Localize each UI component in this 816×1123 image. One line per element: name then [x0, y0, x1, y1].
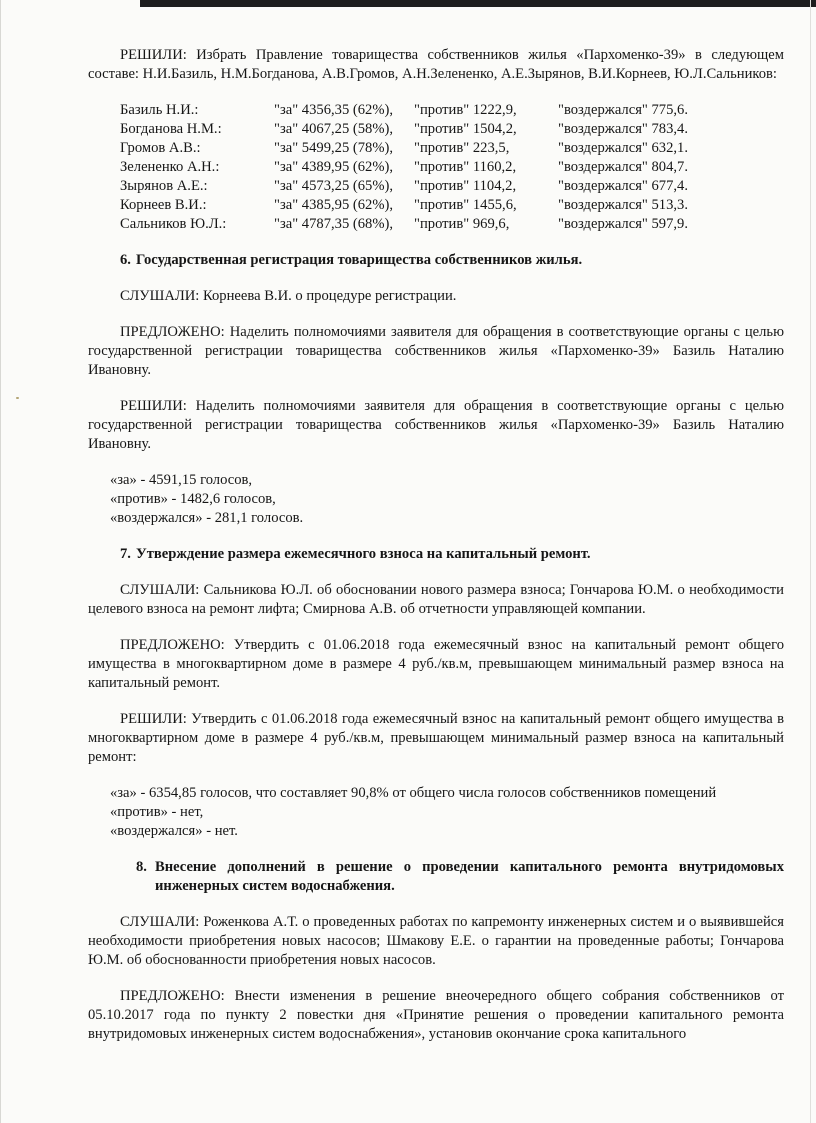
section-number: 7.	[120, 546, 131, 562]
section-8-proposed: ПРЕДЛОЖЕНО: Внести изменения в решение внеочередного общего собрания собственников от 05.10.2017 года по пункту 2 повестки дня «Принятие решения о проведении капитального ремонта внутридомовых инженерных систем водоснабжения», установив окончание срока капитального	[88, 988, 784, 1042]
section-6-proposed: ПРЕДЛОЖЕНО: Наделить полномочиями заявителя для обращения в соответствующие органы с целью государственной регистрации товарищества собственников жилья «Пархоменко-39» Базиль Наталию Ивановну.	[88, 324, 784, 378]
votes-abstained: "воздержался" 513,3.	[558, 197, 688, 213]
vote-row	[120, 215, 688, 234]
votes-for: "за" 4385,95 (62%),	[274, 197, 394, 213]
candidate-name: Сальников Ю.Л.:	[120, 216, 227, 232]
section-8-heading	[88, 858, 784, 896]
section-6-heard: СЛУШАЛИ: Корнеева В.И. о процедуре регистрации.	[120, 288, 457, 304]
votes-abstained: "воздержался" 783,4.	[558, 121, 688, 137]
section-7-resolved: РЕШИЛИ: Утвердить с 01.06.2018 года ежемесячный взнос на капитальный ремонт общего имущества в многоквартирном доме в размере 4 руб./кв.м, превышающем минимальный размер взноса на капитальный ремонт:	[88, 711, 784, 765]
tally-for: «за» - 6354,85 голосов, что составляет 90,8% от общего числа голосов собственников помещений	[110, 785, 717, 801]
votes-abstained: "воздержался" 597,9.	[558, 216, 688, 232]
votes-for: "за" 4389,95 (62%),	[274, 159, 394, 175]
votes-abstained: "воздержался" 804,7.	[558, 159, 688, 175]
section-7-heading	[88, 545, 784, 564]
section-8-heard: СЛУШАЛИ: Роженкова А.Т. о проведенных работах по капремонту инженерных систем и о выявившейся необходимости приобретения новых насосов; Шмакову Е.Е. о гарантии на проведенные работы; Гончарова Ю.М. об обоснованности приобретения новых насосов.	[88, 914, 784, 968]
candidate-name: Зырянов А.Е.:	[120, 178, 208, 194]
votes-against: "против" 1504,2,	[414, 121, 517, 137]
section-6-tally	[88, 471, 784, 528]
votes-for: "за" 4356,35 (62%),	[274, 102, 394, 118]
votes-against: "против" 223,5,	[414, 140, 510, 156]
votes-abstained: "воздержался" 632,1.	[558, 140, 688, 156]
votes-against: "против" 1160,2,	[414, 159, 517, 175]
candidate-name: Корнеев В.И.:	[120, 197, 207, 213]
votes-against: "против" 1455,6,	[414, 197, 517, 213]
section-7-heard: СЛУШАЛИ: Сальникова Ю.Л. об обосновании нового размера взноса; Гончарова Ю.М. о необходимости целевого взноса на ремонт лифта; Смирнова А.В. об отчетности управляющей компании.	[88, 582, 784, 617]
section-title: Внесение дополнений в решение о проведении капитального ремонта внутридомовых инженерных систем водоснабжения.	[155, 859, 784, 894]
scan-left-edge	[0, 0, 1, 1123]
board-votes-table	[120, 101, 688, 234]
candidate-name: Зелененко А.Н.:	[120, 159, 220, 175]
vote-row	[120, 120, 688, 139]
candidate-name: Базиль Н.И.:	[120, 102, 199, 118]
votes-against: "против" 969,6,	[414, 216, 510, 232]
section-6-heading	[88, 251, 784, 270]
vote-row	[120, 101, 688, 120]
votes-for: "за" 4787,35 (68%),	[274, 216, 394, 232]
votes-for: "за" 5499,25 (78%),	[274, 140, 394, 156]
tally-abstained: «воздержался» - 281,1 голосов.	[110, 510, 304, 526]
section-number: 8.	[136, 859, 147, 875]
tally-for: «за» - 4591,15 голосов,	[110, 472, 253, 488]
votes-abstained: "воздержался" 775,6.	[558, 102, 688, 118]
section-6-resolved: РЕШИЛИ: Наделить полномочиями заявителя для обращения в соответствующие органы с целью государственной регистрации товарищества собственников жилья «Пархоменко-39» Базиль Наталию Ивановну.	[88, 398, 784, 452]
votes-for: "за" 4573,25 (65%),	[274, 178, 394, 194]
tally-against: «против» - нет,	[110, 804, 204, 820]
votes-against: "против" 1104,2,	[414, 178, 517, 194]
scan-top-edge	[140, 0, 816, 7]
section-7-proposed: ПРЕДЛОЖЕНО: Утвердить с 01.06.2018 года ежемесячный взнос на капитальный ремонт общего имущества в многоквартирном доме в размере 4 руб./кв.м, превышающем минимальный размер взноса на капитальный ремонт.	[88, 637, 784, 691]
vote-row	[120, 139, 688, 158]
tally-against: «против» - 1482,6 голосов,	[110, 491, 276, 507]
section-title: Утверждение размера ежемесячного взноса на капитальный ремонт.	[136, 546, 591, 562]
section-7-tally	[88, 784, 784, 841]
candidate-name: Громов А.В.:	[120, 140, 201, 156]
votes-for: "за" 4067,25 (58%),	[274, 121, 394, 137]
candidate-name: Богданова Н.М.:	[120, 121, 222, 137]
votes-abstained: "воздержался" 677,4.	[558, 178, 688, 194]
vote-row	[120, 196, 688, 215]
section-number: 6.	[120, 252, 131, 268]
section-title: Государственная регистрация товарищества собственников жилья.	[136, 252, 583, 268]
vote-row	[120, 177, 688, 196]
document-page	[88, 46, 784, 1044]
vote-row	[120, 158, 688, 177]
scan-speck	[16, 397, 19, 399]
tally-abstained: «воздержался» - нет.	[110, 823, 238, 839]
scan-right-edge	[810, 0, 811, 1123]
votes-against: "против" 1222,9,	[414, 102, 517, 118]
resolved-board-paragraph: РЕШИЛИ: Избрать Правление товарищества собственников жилья «Пархоменко-39» в следующем составе: Н.И.Базиль, Н.М.Богданова, А.В.Громов, А.Н.Зелененко, А.Е.Зырянов, В.И.Корнеев, Ю.Л.Сальников:	[88, 47, 784, 82]
